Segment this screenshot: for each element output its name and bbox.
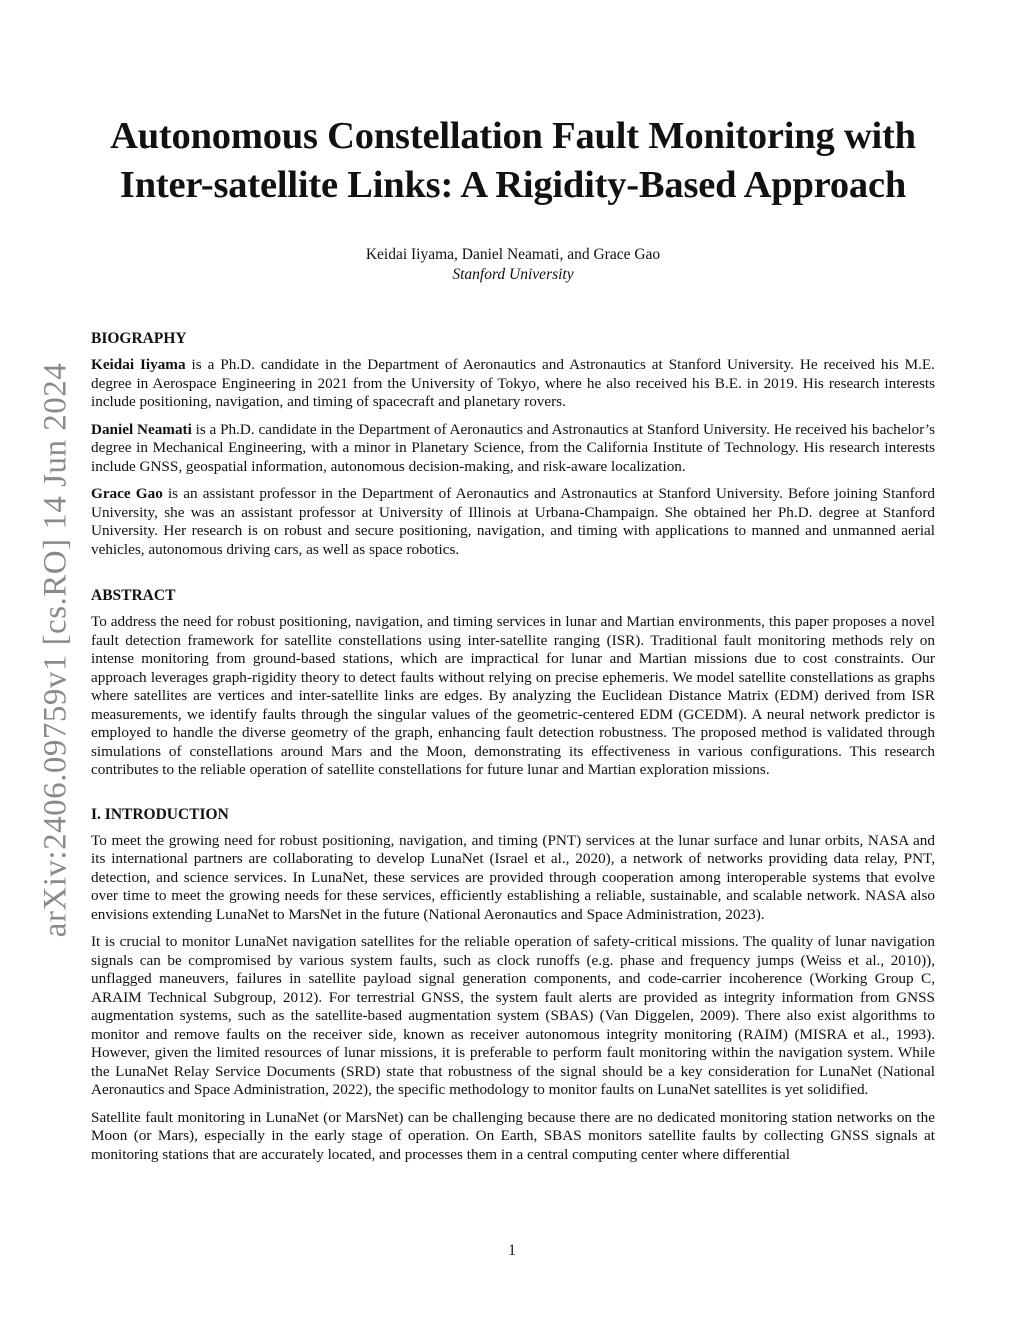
arxiv-identifier: arXiv:2406.09759v1 [cs.RO] 14 Jun 2024 — [37, 362, 74, 938]
page-number: 1 — [508, 1242, 516, 1259]
bio-paragraph-iiyama — [91, 356, 935, 412]
biography-heading: BIOGRAPHY — [91, 330, 187, 347]
abstract-text: To address the need for robust positioning, navigation, and timing services in lunar and Martian environments, this paper proposes a novel fault detection framework for satellite constellations using inter-satellite ranging (ISR). Traditional fault monitoring methods rely on intense monitoring from ground-based stations, which are impractical for lunar and Martian missions due to cost constraints. Our approach leverages graph-rigidity theory to detect faults without relying on precise ephemeris. We model satellite constellations as graphs where satellites are vertices and inter-satellite links are edges. By analyzing the Euclidean Distance Matrix (EDM) derived from ISR measurements, we identify faults through the singular values of the geometric-centered EDM (GCEDM). A neural network predictor is employed to handle the diverse geometry of the graph, enhancing fault detection robustness. The proposed method is validated through simulations of constellations around Mars and the Moon, demonstrating its effectiveness in various configurations. This research contributes to the reliable operation of satellite constellations for future lunar and Martian exploration missions. — [91, 613, 935, 778]
title-line-1: Autonomous Constellation Fault Monitoring with — [110, 115, 916, 157]
intro-paragraph: To meet the growing need for robust positioning, navigation, and timing (PNT) services at the lunar surface and lunar orbits, NASA and its international partners are collaborating to develop LunaNet (Israel et al., 2020), a network of networks providing data relay, PNT, detection, and science services. In LunaNet, these services are provided through cooperation among interoperable systems that evolve over time to meet the growing needs for these services, efficiently establishing a reliable, sustainable, and scalable network. NASA also envisions extending LunaNet to MarsNet in the future (National Aeronautics and Space Administration, 2023). — [91, 831, 935, 923]
introduction-heading: I. INTRODUCTION — [91, 805, 229, 823]
intro-paragraph: It is crucial to monitor LunaNet navigation satellites for the reliable operation of safety-critical missions. The quality of lunar navigation signals can be compromised by various system faults, such as clock runoffs (e.g. phase and frequency jumps (Weiss et al., 2010)), unflagged maneuvers, failures in satellite payload signal generation components, and code-carrier incoherence (Working Group C, ARAIM Technical Subgroup, 2012). For terrestrial GNSS, the system fault alerts are provided as integrity information from GNSS augmentation systems, such as the satellite-based augmentation system (SBAS) (Van Diggelen, 2009). There also exist algorithms to monitor and remove faults on the receiver side, known as receiver autonomous integrity monitoring (RAIM) (MISRA et al., 1993). However, given the limited resources of lunar missions, it is preferable to perform fault monitoring within the navigation system. While the LunaNet Relay Service Documents (SRD) state that robustness of the signal should be a key consideration for LunaNet (National Aeronautics and Space Administration, 2022), the specific methodology to monitor faults on LunaNet satellites is yet solidified. — [91, 933, 935, 1098]
paper-title — [91, 112, 935, 210]
abstract-heading: ABSTRACT — [91, 587, 176, 604]
bio-text: is an assistant professor in the Department of Aeronautics and Astronautics at Stanford University. Before joining Stanford University, she was an assistant professor at University of Illinois at Urbana-Champaign. She obtained her Ph.D. degree at Stanford University. Her research is on robust and secure positioning, navigation, and timing with applications to manned and unmanned aerial vehicles, autonomous driving cars, as well as space robotics. — [91, 485, 935, 558]
bio-name: Grace Gao — [91, 485, 163, 502]
title-line-2: Inter-satellite Links: A Rigidity-Based Approach — [119, 164, 907, 206]
bio-name: Keidai Iiyama — [91, 356, 186, 373]
bio-paragraph-neamati — [91, 421, 935, 477]
bio-name: Daniel Neamati — [91, 420, 192, 438]
affiliation: Stanford University — [452, 266, 574, 283]
paper-page — [91, 0, 935, 1164]
intro-paragraph: Satellite fault monitoring in LunaNet (or MarsNet) can be challenging because there are no dedicated monitoring station networks on the Moon (or Mars), especially in the early stage of operation. On Earth, SBAS monitors satellite faults by collecting GNSS signals at monitoring stations that are accurately located, and processes them in a central computing center where differential — [91, 1108, 935, 1163]
bio-text: is a Ph.D. candidate in the Department of Aeronautics and Astronautics at Stanford University. He received his bachelor’s degree in Mechanical Engineering, with a minor in Planetary Science, from the California Institute of Technology. His research interests include GNSS, geospatial information, autonomous decision-making, and risk-aware localization. — [91, 420, 935, 475]
bio-paragraph-gao — [91, 485, 935, 559]
bio-text: is a Ph.D. candidate in the Department of Aeronautics and Astronautics at Stanford University. He received his M.E. degree in Aerospace Engineering in 2021 from the University of Tokyo, where he also received his B.E. in 2019. His research interests include positioning, navigation, and timing of spacecraft and planetary rovers. — [91, 356, 935, 410]
author-list: Keidai Iiyama, Daniel Neamati, and Grace Gao — [365, 246, 661, 263]
